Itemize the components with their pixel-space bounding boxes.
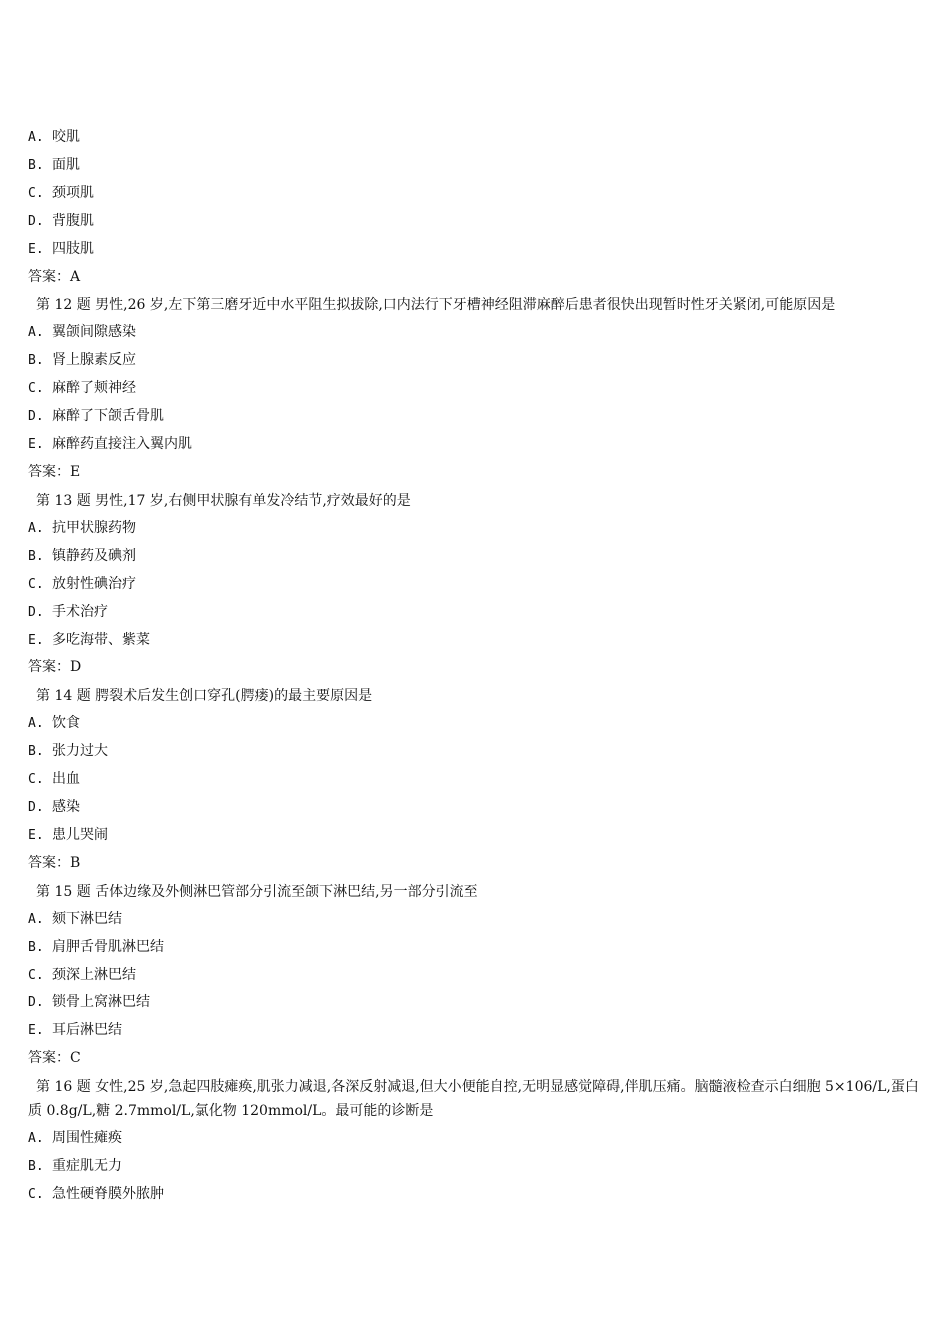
question-stem: 第 14 题 腭裂术后发生创口穿孔(腭瘘)的最主要原因是	[36, 688, 373, 705]
option-text: 四肢肌	[52, 240, 94, 257]
option-text: 锁骨上窝淋巴结	[52, 994, 150, 1011]
answer-option	[28, 375, 924, 403]
option-label: E.	[28, 827, 44, 843]
option-label: A.	[28, 1131, 44, 1147]
question-stem: 第 16 题 女性,25 岁,急起四肢瘫痪,肌张力减退,各深反射减退,但大小便能自控,无明显感觉障碍,伴肌压痛。脑髓液检查示白细胞 5×106/L,蛋白质 0.8g/L,糖 2.7mmol/L,氯化物 120mmol/L。最可能的诊断是	[28, 1079, 919, 1120]
option-text: 周围性瘫痪	[52, 1130, 122, 1147]
answer-option	[28, 403, 924, 431]
option-text: 肩胛舌骨肌淋巴结	[52, 938, 164, 955]
answer-option	[28, 627, 924, 655]
answer-option	[28, 989, 924, 1017]
option-label: B.	[28, 353, 44, 369]
answer-option	[28, 1125, 924, 1153]
option-text: 抗甲状腺药物	[52, 519, 136, 536]
answer-option	[28, 766, 924, 794]
option-label: C.	[28, 381, 44, 397]
option-label: E.	[28, 437, 44, 453]
option-text: 背腹肌	[52, 212, 94, 229]
option-label: C.	[28, 967, 44, 983]
answer-option	[28, 794, 924, 822]
option-label: B.	[28, 939, 44, 955]
option-text: 手术治疗	[52, 603, 108, 620]
answer-key: 答案：C	[28, 1050, 81, 1067]
option-text: 患儿哭闹	[52, 826, 108, 843]
answer-option	[28, 738, 924, 766]
answer-option	[28, 1181, 924, 1209]
answer-option	[28, 236, 924, 264]
option-text: 麻醉了下颌舌骨肌	[52, 408, 164, 425]
answer-option	[28, 124, 924, 152]
option-label: A.	[28, 520, 44, 536]
answer-option	[28, 543, 924, 571]
option-text: 张力过大	[52, 743, 108, 760]
question-stem: 第 15 题 舌体边缘及外侧淋巴管部分引流至颌下淋巴结,另一部分引流至	[36, 883, 478, 900]
option-text: 咬肌	[52, 129, 80, 145]
answer-key: 答案：D	[28, 659, 82, 676]
option-label: B.	[28, 157, 44, 173]
option-text: 肾上腺素反应	[52, 352, 136, 369]
option-text: 耳后淋巴结	[52, 1022, 122, 1039]
option-text: 多吃海带、紫菜	[52, 631, 150, 648]
option-label: A.	[28, 911, 44, 927]
answer-option	[28, 1017, 924, 1045]
option-text: 感染	[52, 799, 80, 816]
option-label: C.	[28, 1187, 44, 1202]
answer-option	[28, 934, 924, 962]
option-text: 出血	[52, 771, 80, 788]
option-label: B.	[28, 744, 44, 760]
option-text: 麻醉药直接注入翼内肌	[52, 436, 192, 453]
option-text: 放射性碘治疗	[52, 575, 136, 592]
question-stem: 第 12 题 男性,26 岁,左下第三磨牙近中水平阻生拟拔除,口内法行下牙槽神经阻滞麻醉后患者很快出现暂时性牙关紧闭,可能原因是	[36, 297, 836, 314]
option-label: B.	[28, 1159, 44, 1175]
option-label: D.	[28, 995, 44, 1011]
option-label: A.	[28, 716, 44, 732]
option-text: 翼颌间隙感染	[52, 324, 136, 341]
answer-option	[28, 208, 924, 236]
answer-option	[28, 152, 924, 180]
option-label: D.	[28, 800, 44, 816]
option-text: 颈项肌	[52, 184, 94, 201]
answer-key: 答案：B	[28, 854, 81, 871]
option-label: A.	[28, 130, 44, 145]
option-label: E.	[28, 241, 44, 257]
option-text: 镇静药及碘剂	[52, 547, 136, 564]
answer-option	[28, 962, 924, 990]
answer-option	[28, 1153, 924, 1181]
option-text: 重症肌无力	[52, 1158, 122, 1175]
option-text: 饮食	[52, 715, 80, 732]
answer-option	[28, 319, 924, 347]
option-label: C.	[28, 576, 44, 592]
question-stem: 第 13 题 男性,17 岁,右侧甲状腺有单发冷结节,疗效最好的是	[36, 492, 411, 509]
option-label: C.	[28, 772, 44, 788]
option-label: D.	[28, 604, 44, 620]
option-label: A.	[28, 325, 44, 341]
answer-option	[28, 431, 924, 459]
option-label: D.	[28, 213, 44, 229]
option-text: 麻醉了颊神经	[52, 380, 136, 397]
answer-option	[28, 515, 924, 543]
answer-option	[28, 822, 924, 850]
option-label: E.	[28, 1023, 44, 1039]
option-label: D.	[28, 409, 44, 425]
answer-key: 答案：E	[28, 463, 81, 480]
answer-option	[28, 906, 924, 934]
option-label: C.	[28, 185, 44, 201]
answer-option	[28, 710, 924, 738]
option-text: 颈深上淋巴结	[52, 966, 136, 983]
answer-option	[28, 571, 924, 599]
option-label: E.	[28, 632, 44, 648]
question-list	[28, 124, 924, 1209]
option-text: 急性硬脊膜外脓肿	[52, 1186, 164, 1202]
option-label: B.	[28, 548, 44, 564]
answer-option	[28, 347, 924, 375]
answer-key: 答案：A	[28, 268, 81, 285]
option-text: 颏下淋巴结	[52, 910, 122, 927]
answer-option	[28, 599, 924, 627]
answer-option	[28, 180, 924, 208]
option-text: 面肌	[52, 156, 80, 173]
